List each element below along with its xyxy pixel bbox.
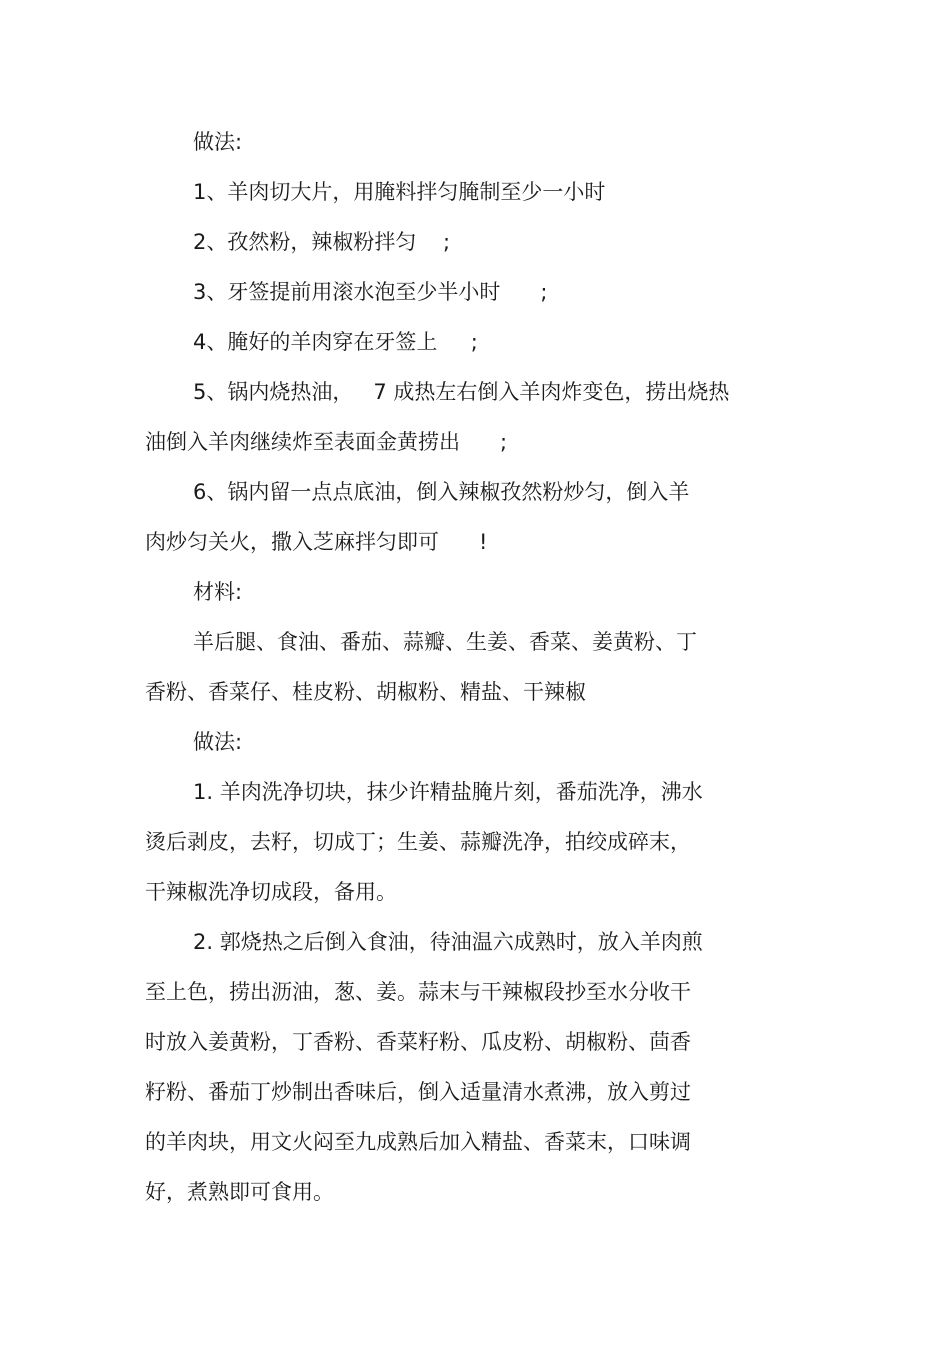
method-2-step-1-cont-2: 干辣椒洗净切成段，备用。: [145, 880, 397, 904]
materials-line-1: 羊后腿、食油、番茄、蒜瓣、生姜、香菜、姜黄粉、丁: [193, 630, 697, 654]
method-2-step-1-cont-1: 烫后剥皮，去籽，切成丁；生姜、蒜瓣洗净，拍绞成碎末，: [145, 830, 691, 854]
method-2-step-1: 1. 羊肉洗净切块，抹少许精盐腌片刻，番茄洗净，沸水: [193, 780, 703, 804]
method-2-step-2-cont-3: 籽粉、番茄丁炒制出香味后，倒入适量清水煮沸，放入剪过: [145, 1080, 691, 1104]
step-5: 5、锅内烧热油， 7 成热左右倒入羊肉炸变色，捞出烧热: [193, 380, 730, 404]
method-2-step-2-cont-1: 至上色，捞出沥油，葱、姜。蒜末与干辣椒段抄至水分收干: [145, 980, 691, 1004]
method-2-step-2: 2. 郭烧热之后倒入食油，待油温六成熟时，放入羊肉煎: [193, 930, 703, 954]
step-2: 2、孜然粉，辣椒粉拌匀 ;: [193, 230, 451, 254]
step-6: 6、锅内留一点点底油，倒入辣椒孜然粉炒匀，倒入羊: [193, 480, 690, 504]
materials-line-2: 香粉、香菜仔、桂皮粉、胡椒粉、精盐、干辣椒: [145, 680, 586, 704]
method-2-step-2-cont-2: 时放入姜黄粉，丁香粉、香菜籽粉、瓜皮粉、胡椒粉、茴香: [145, 1030, 691, 1054]
step-3: 3、牙签提前用滚水泡至少半小时 ;: [193, 280, 548, 304]
step-1: 1、羊肉切大片，用腌料拌匀腌制至少一小时: [193, 180, 606, 204]
heading-method-2: 做法:: [193, 730, 243, 754]
step-6-cont: 肉炒匀关火，撒入芝麻拌匀即可 !: [145, 530, 488, 554]
method-2-step-2-cont-5: 好，煮熟即可食用。: [145, 1180, 334, 1204]
step-4: 4、腌好的羊肉穿在牙签上 ;: [193, 330, 478, 354]
step-5-cont: 油倒入羊肉继续炸至表面金黄捞出 ;: [145, 430, 508, 454]
heading-materials: 材料:: [193, 580, 243, 604]
method-2-step-2-cont-4: 的羊肉块，用文火闷至九成熟后加入精盐、香菜末，口味调: [145, 1130, 691, 1154]
heading-method-1: 做法:: [193, 130, 243, 154]
